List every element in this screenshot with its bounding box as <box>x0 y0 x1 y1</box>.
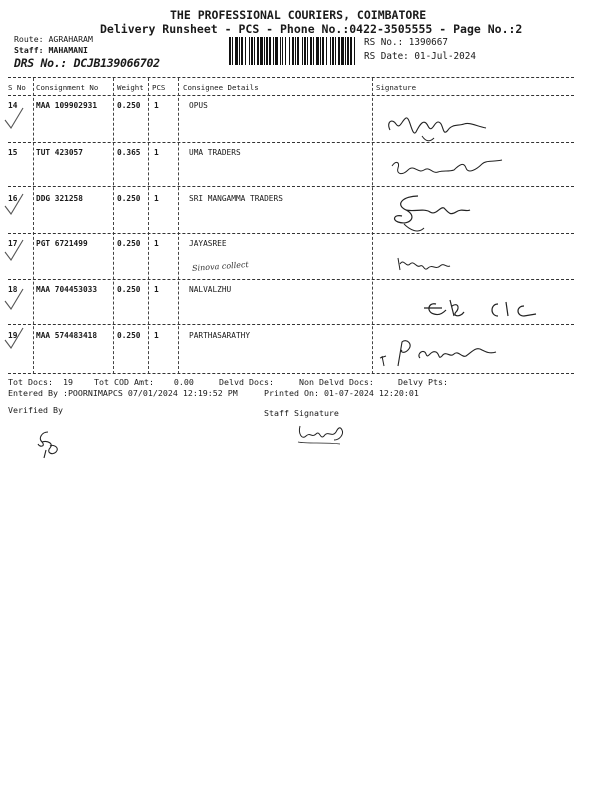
row-divider <box>8 279 574 280</box>
row-pcs: 1 <box>154 101 159 110</box>
barcode-bar <box>285 37 286 65</box>
barcode-bar <box>275 37 278 65</box>
barcode-bar <box>257 37 259 65</box>
signature-image <box>394 252 454 278</box>
total-cod-amount: Tot COD Amt: 0.00 <box>94 377 194 387</box>
barcode-bar <box>304 37 306 65</box>
verified-by-label: Verified By <box>8 405 63 415</box>
row-sno: 15 <box>8 148 18 157</box>
barcode-bar <box>235 37 238 65</box>
table-header-divider <box>8 95 574 96</box>
barcode-bar <box>297 37 299 65</box>
rs-number: RS No.: 1390667 <box>364 37 448 48</box>
row-weight: 0.250 <box>117 239 141 248</box>
row-weight: 0.250 <box>117 194 141 203</box>
verifier-signature-image <box>32 428 64 462</box>
barcode-bar <box>289 37 290 65</box>
check-mark-icon <box>2 287 26 313</box>
row-consignment: DDG 321258 <box>36 194 83 203</box>
route-label: Route: AGRAHARAM <box>14 34 93 44</box>
barcode-bar <box>338 37 340 65</box>
barcode-bar <box>241 37 243 65</box>
row-divider <box>8 233 574 234</box>
signature-image <box>382 108 492 146</box>
row-consignment: TUT 423057 <box>36 148 83 157</box>
row-consignee: NALVALZHU <box>189 285 232 294</box>
barcode-bar <box>335 37 336 65</box>
handwritten-note: Sinova collect <box>191 260 249 273</box>
row-pcs: 1 <box>154 148 159 157</box>
table-top-divider <box>8 77 574 78</box>
barcode-bar <box>310 37 312 65</box>
row-divider <box>8 186 574 187</box>
row-consignee: JAYASREE <box>189 239 227 248</box>
barcode-bar <box>254 37 255 65</box>
row-weight: 0.365 <box>117 148 141 157</box>
row-sno: 16 <box>8 194 18 203</box>
barcode-bar <box>320 37 321 65</box>
barcode-bar <box>316 37 319 65</box>
row-weight: 0.250 <box>117 331 141 340</box>
signature-image <box>384 190 474 236</box>
entered-by: Entered By :POORNIMAPCS 07/01/2024 12:19:52 PM <box>8 388 238 398</box>
col-consignment-header: Consignment No <box>36 83 99 92</box>
row-weight: 0.250 <box>117 101 141 110</box>
non-delivered-docs: Non Delvd Docs: <box>299 377 374 387</box>
delivery-points: Delvy Pts: <box>398 377 448 387</box>
delivered-docs: Delvd Docs: <box>219 377 274 387</box>
barcode-bar <box>326 37 327 65</box>
check-mark-icon <box>2 238 26 264</box>
barcode-bar <box>251 37 253 65</box>
barcode <box>229 37 356 65</box>
col-divider-3 <box>148 78 149 374</box>
barcode-bar <box>307 37 308 65</box>
row-pcs: 1 <box>154 194 159 203</box>
signature-image <box>420 294 560 324</box>
staff-signature-label: Staff Signature <box>264 408 339 418</box>
row-consignment: MAA 574483418 <box>36 331 98 340</box>
signature-image <box>386 152 506 186</box>
barcode-bar <box>264 37 265 65</box>
row-consignee: SRI MANGAMMA TRADERS <box>189 194 283 203</box>
barcode-bar <box>345 37 346 65</box>
barcode-bar <box>295 37 296 65</box>
col-pcs-header: PCS <box>152 83 166 92</box>
barcode-bar <box>350 37 352 65</box>
col-sno-header: S No <box>8 83 26 92</box>
row-pcs: 1 <box>154 331 159 340</box>
row-consignee: PARTHASARATHY <box>189 331 251 340</box>
check-mark-icon <box>2 326 26 352</box>
col-weight-header: Weight <box>117 83 144 92</box>
check-mark-icon <box>2 192 26 218</box>
barcode-bar <box>269 37 271 65</box>
barcode-bar <box>313 37 314 65</box>
table-bottom-divider <box>8 373 574 374</box>
col-divider-1 <box>33 78 34 374</box>
total-docs: Tot Docs: 19 <box>8 377 73 387</box>
barcode-bar <box>239 37 240 65</box>
barcode-bar <box>282 37 283 65</box>
row-divider <box>8 324 574 325</box>
runsheet-subtitle: Delivery Runsheet - PCS - Phone No.:0422-3505555 - Page No.:2 <box>100 22 523 36</box>
row-consignment: MAA 704453033 <box>36 285 98 294</box>
row-weight: 0.250 <box>117 285 141 294</box>
row-pcs: 1 <box>154 239 159 248</box>
rs-date: RS Date: 01-Jul-2024 <box>364 51 476 62</box>
row-consignee: UMA TRADERS <box>189 148 241 157</box>
barcode-bar <box>232 37 233 65</box>
barcode-bar <box>347 37 349 65</box>
barcode-bar <box>273 37 274 65</box>
row-consignee: OPUS <box>189 101 208 110</box>
company-title: THE PROFESSIONAL COURIERS, COIMBATORE <box>170 8 427 22</box>
staff-label: Staff: MAHAMANI <box>14 45 88 55</box>
check-mark-icon <box>2 106 26 132</box>
barcode-bar <box>292 37 294 65</box>
barcode-bar <box>302 37 303 65</box>
col-consignee-header: Consignee Details <box>183 83 259 92</box>
col-signature-header: Signature <box>376 83 417 92</box>
col-divider-2 <box>113 78 114 374</box>
barcode-bar <box>245 37 246 65</box>
row-sno: 14 <box>8 101 18 110</box>
barcode-bar <box>341 37 344 65</box>
barcode-bar <box>280 37 281 65</box>
row-sno: 19 <box>8 331 18 340</box>
col-divider-5 <box>372 78 373 374</box>
row-consignment: MAA 109902931 <box>36 101 98 110</box>
barcode-bar <box>354 37 355 65</box>
signature-image <box>376 336 506 370</box>
staff-signature-image <box>294 418 350 448</box>
barcode-bar <box>229 37 231 65</box>
barcode-bar <box>330 37 331 65</box>
col-divider-4 <box>178 78 179 374</box>
row-sno: 17 <box>8 239 18 248</box>
row-sno: 18 <box>8 285 18 294</box>
printed-on: Printed On: 01-07-2024 12:20:01 <box>264 388 419 398</box>
barcode-bar <box>266 37 268 65</box>
barcode-bar <box>260 37 263 65</box>
barcode-bar <box>332 37 334 65</box>
barcode-bar <box>249 37 250 65</box>
barcode-bar <box>322 37 324 65</box>
row-consignment: PGT 6721499 <box>36 239 88 248</box>
row-pcs: 1 <box>154 285 159 294</box>
drs-number: DRS No.: DCJB139066702 <box>14 56 160 70</box>
